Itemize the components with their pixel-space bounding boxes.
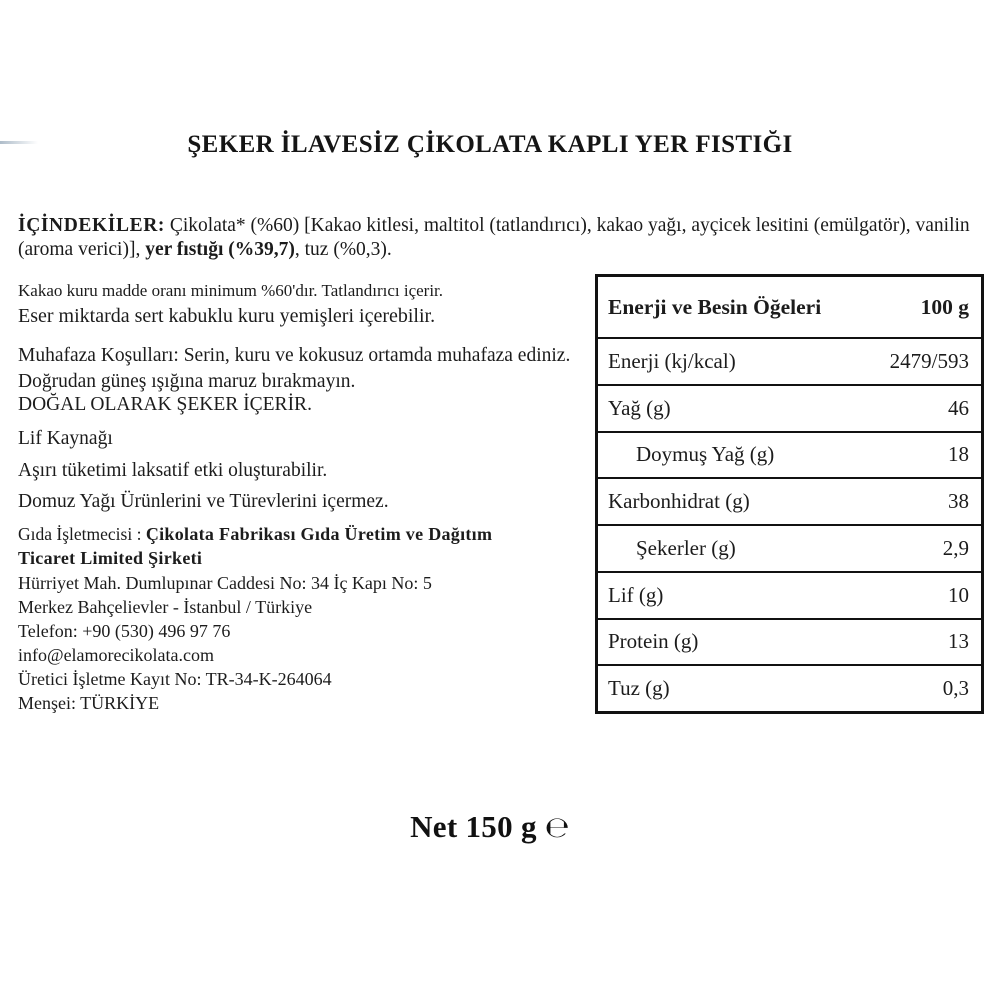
contact-block xyxy=(18,571,593,716)
nutrient-value: 2479/593 xyxy=(889,348,969,373)
ingredients-peanut: yer fıstığı (%39,7) xyxy=(145,239,295,260)
ingredients-label: İÇİNDEKİLER: xyxy=(18,215,165,236)
nutrient-value: 2,9 xyxy=(942,535,969,560)
pork-free-note: Domuz Yağı Ürünlerini ve Türevlerini içermez. xyxy=(18,491,389,512)
nutrition-row-salt xyxy=(598,664,981,711)
email-line: info@elamorecikolata.com xyxy=(18,645,214,666)
nutrient-label: Lif (g) xyxy=(608,582,664,607)
fiber-source-claim: Lif Kaynağı xyxy=(18,428,113,449)
operator-company-name: Çikolata Fabrikası Gıda Üretim ve Dağıtım Ticaret Limited Şirketi xyxy=(18,524,493,568)
net-weight-text: Net 150 g xyxy=(410,809,545,844)
natural-sugar-note: DOĞAL OLARAK ŞEKER İÇERİR. xyxy=(18,394,312,415)
nutrient-value: 13 xyxy=(948,629,969,654)
nutrient-label: Yağ (g) xyxy=(608,395,671,420)
nutrition-row-energy xyxy=(598,337,981,384)
nutrient-label: Enerji (kj/kcal) xyxy=(608,348,736,373)
ingredients-paragraph xyxy=(18,214,974,262)
nutrition-row-carbohydrate xyxy=(598,477,981,524)
product-title: ŞEKER İLAVESİZ ÇİKOLATA KAPLI YER FISTIĞI xyxy=(187,131,793,158)
cocoa-solids-note: Kakao kuru madde oranı minimum %60'dır. Tatlandırıcı içerir. xyxy=(18,281,444,300)
nutrient-label: Şekerler (g) xyxy=(636,535,736,560)
laxative-warning: Aşırı tüketimi laksatif etki oluşturabilir. xyxy=(18,460,328,481)
nutrition-row-fat xyxy=(598,384,981,431)
nutrition-row-protein xyxy=(598,618,981,665)
address-line-1: Hürriyet Mah. Dumlupınar Caddesi No: 34 İç Kapı No: 5 xyxy=(18,573,432,593)
address-line-2: Merkez Bahçelievler - İstanbul / Türkiye xyxy=(18,597,313,618)
phone-line: Telefon: +90 (530) 496 97 76 xyxy=(18,621,231,642)
storage-conditions: Muhafaza Koşulları: Serin, kuru ve kokusuz ortamda muhafaza ediniz. Doğrudan güneş ışığına maruz bırakmayın. xyxy=(18,345,571,392)
food-operator xyxy=(18,523,538,570)
registration-line: Üretici İşletme Kayıt No: TR-34-K-264064 xyxy=(18,669,332,690)
nutrition-table xyxy=(595,274,984,714)
nutrient-value: 46 xyxy=(948,395,969,420)
estimated-sign: ℮ xyxy=(544,810,570,844)
net-weight xyxy=(0,809,980,845)
trace-allergen-note: Eser miktarda sert kabuklu kuru yemişleri içerebilir. xyxy=(18,305,436,327)
operator-label: Gıda İşletmecisi : xyxy=(18,524,146,544)
nutrient-label: Protein (g) xyxy=(608,629,699,654)
origin-line: Menşei: TÜRKİYE xyxy=(18,693,160,714)
nutrition-row-sugars xyxy=(598,524,981,571)
nutrient-label: Tuz (g) xyxy=(608,676,670,701)
nutrient-value: 10 xyxy=(948,582,969,607)
nutrition-header-amount: 100 g xyxy=(920,294,969,319)
nutrient-value: 38 xyxy=(948,489,969,514)
nutrition-header-label: Enerji ve Besin Öğeleri xyxy=(608,294,822,319)
nutrition-header-row xyxy=(598,277,981,337)
ingredients-body: Çikolata* (%60) [Kakao kitlesi, maltitol (tatlandırıcı), kakao yağı, ayçicek lesitini (emülgatör), vanilin (aroma verici)], xyxy=(18,215,970,260)
nutrition-row-saturated-fat xyxy=(598,431,981,478)
nutrition-row-fiber xyxy=(598,571,981,618)
nutrient-label: Doymuş Yağ (g) xyxy=(636,442,775,467)
nutrient-value: 0,3 xyxy=(942,676,969,701)
nutrient-value: 18 xyxy=(948,442,969,467)
ingredients-tail: , tuz (%0,3). xyxy=(294,239,392,260)
nutrient-label: Karbonhidrat (g) xyxy=(608,489,750,514)
